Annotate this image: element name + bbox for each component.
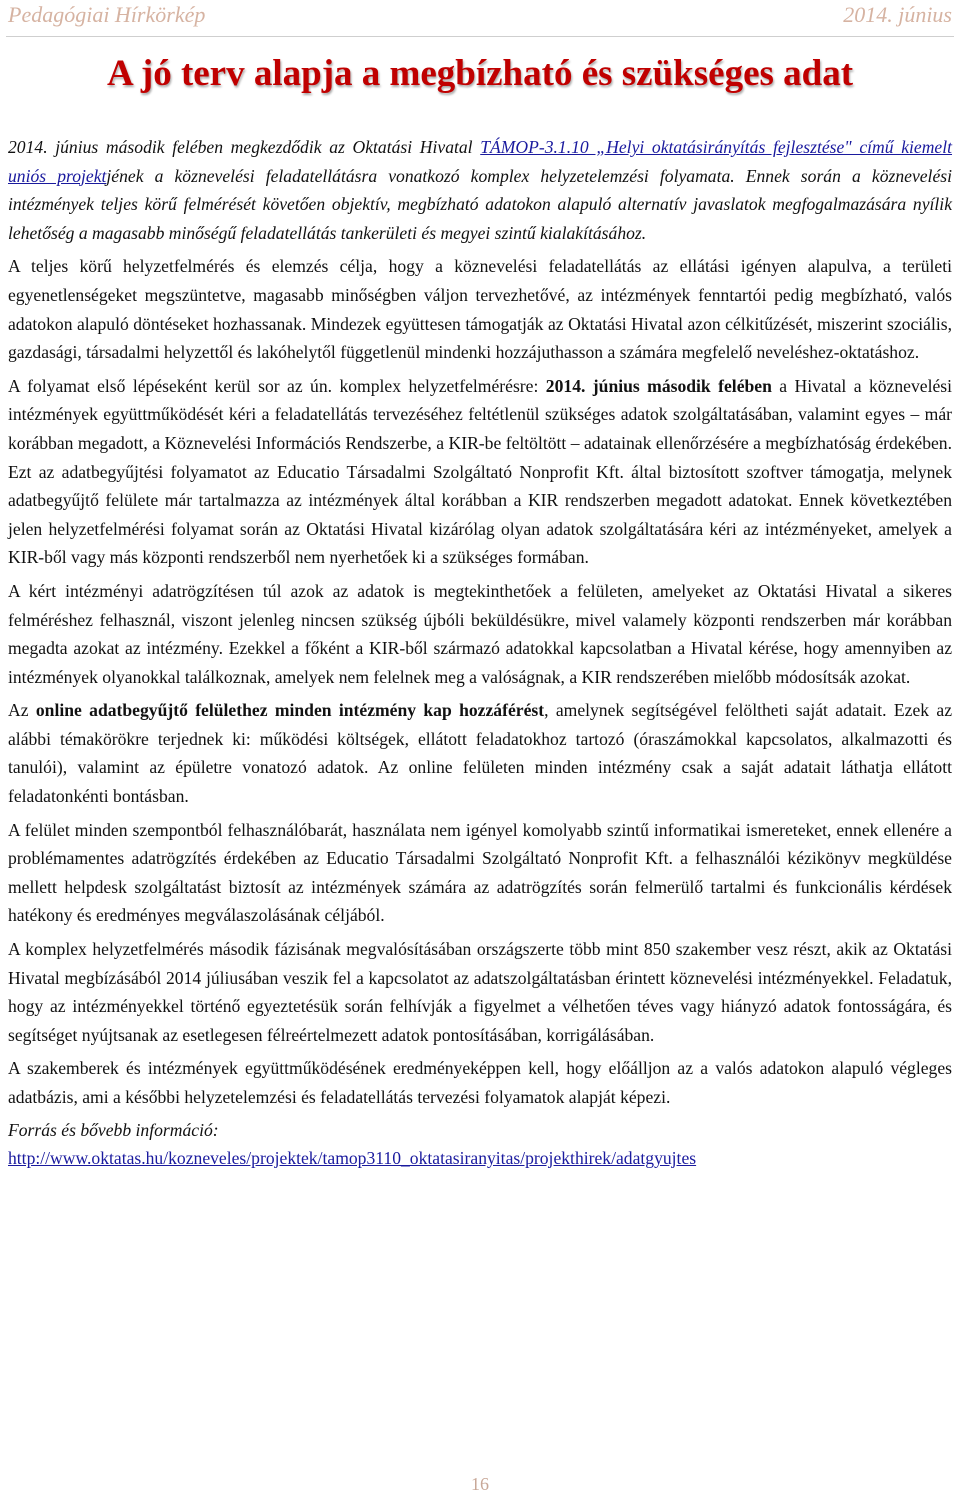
- paragraph-1: A teljes körű helyzetfelmérés és elemzés célja, hogy a köznevelési feladatellátás az ellátási igényen alapulva, a területi egyenetlenségeket megszüntetve, magasabb minőségben váljon tervezhetővé, az intézmények fenntartói pedig megbízható, valós adatokon alapuló döntéseket hozhassanak. Mindezek együttesen támogatják az Oktatási Hivatal azon célkitűzését, miszerint szociális, gazdasági, társadalmi helyzettől és lakóhelytől függetlenül mindenki hozzájuthasson a számára megfelelő neveléshez-oktatáshoz.: [8, 256, 952, 363]
- intro-paragraph: [8, 133, 952, 247]
- paragraph-3: A kért intézményi adatrögzítésen túl azok az adatok is megtekinthetőek a felületen, amelyeket az Oktatási Hivatal a sikeres felméréshez felhasznál, viszont jelenleg nincsen szükség újbóli beküldésükre, mivel valamely központi rendszerben már korábban megadta azokat az intézmény. Ezekkel a főként a KIR-ből származó adatokkal kapcsolatban a Hivatal kérése, hogy amennyiben az intézmények olyanokkal találkoznak, amelyek nem felelnek meg a valóságnak, a KIR rendszerében mielőbb módosítsák azokat.: [8, 580, 952, 687]
- article-body: [8, 133, 952, 1173]
- paragraph-2-end: a Hivatal a köznevelési intézmények együttműködését kéri a feladatellátás tervezéséhez feltétlenül szükséges adatok szolgáltatásában, valamint egyes – már korábban megadott, a Köznevelési Információs Rendszerbe, a KIR-be feltöltött – adatainak ellenőrzésére a megbízhatóság érdekében. Ezt az adatbegyűjtési folyamatot az Educatio Társadalmi Szolgáltató Nonprofit Kft. által biztosított szoftver támogatja, melynek adatbegyűjtő felülete már tartalmazza az intézmények által korábban a KIR rendszerben megadott adatokat. Ennek következtében jelen helyzetfelmérési folyamat során az Oktatási Hivatal kizárólag olyan adatok szolgáltatására kéri az intézményeket, amelyek a KIR-ből vagy más központi rendszerből nem nyerhetőek ki a szükséges formában.: [8, 375, 953, 568]
- paragraph-5: A felület minden szempontból felhasználóbarát, használata nem igényel komolyabb szintű informatikai ismereteket, ennek ellenére a problémamentes adatrögzítés érdekében az Educatio Társadalmi Szolgáltató Nonprofit Kft. a felhasználói kézikönyv megküldése mellett helpdesk szolgáltatást biztosít az intézmények számára az adatrögzítés során felmerülő tartalmi és funkcionális kérdések hatékony és eredményes megválaszolásának céljából.: [8, 819, 952, 926]
- paragraph-2: [8, 372, 952, 572]
- paragraph-4-bold: online adatbegyűjtő felülethez minden intézmény kap hozzáférést: [35, 700, 545, 721]
- article-title: A jó terv alapja a megbízható és szükséges adat: [106, 53, 854, 94]
- paragraph-2-bold: 2014. június második felében: [545, 375, 772, 396]
- source-title: Forrás és bővebb információ:: [8, 1119, 219, 1140]
- publication-name: Pedagógiai Hírkörkép: [8, 2, 206, 27]
- paragraph-2-start: A folyamat első lépéseként kerül sor az ún. komplex helyzetfelmérésre:: [8, 375, 546, 396]
- paragraph-6: A komplex helyzetfelmérés második fázisának megvalósításában országszerte több mint 850 szakember vesz részt, akik az Oktatási Hivatal megbízásából 2014 júliusában veszik fel a kapcsolatot az adatszolgáltatásban érintett köznevelési intézményekkel. Feladatuk, hogy az intézményekkel történő egyeztetésük során felhívják a figyelmet a vélhetően téves vagy hiányzó adatok fontosságára, és segítséget nyújtsanak az esetlegesen félreértelmezett adatok pontosításában, korrigálásában.: [8, 939, 952, 1045]
- source-link[interactable]: http://www.oktatas.hu/kozneveles/projektek/tamop3110_oktatasiranyitas/projekthirek/adatgyujtes: [8, 1148, 697, 1169]
- page-number: 16: [471, 1474, 489, 1494]
- paragraph-4-end: , amelynek segítségével felöltheti saját adatait. Ezek az alábbi témakörökre terjednek ki: működési költségek, ellátott feladatokhoz tartozó (óraszámokkal kapcsolatos, alkalmazotti és tanulói), valamint az épületre vonatozó adatok. Az online felületen minden intézmény csak a saját adatait láthatja ellátott feladatonkénti bontásban.: [8, 700, 953, 807]
- paragraph-4: [8, 696, 952, 810]
- project-link[interactable]: TÁMOP-3.1.10 „Helyi oktatásirányítás fejlesztése" című kiemelt uniós projekt: [8, 137, 953, 186]
- issue-date: 2014. június: [843, 2, 952, 27]
- header-divider: [6, 36, 954, 37]
- intro-text-start: 2014. június második felében megkezdődik az Oktatási Hivatal: [8, 137, 481, 157]
- paragraph-7: A szakemberek és intézmények együttműködésének eredményeképpen kell, hogy előálljon az a valós adatokon alapuló végleges adatbázis, ami a későbbi helyzetelemzési és feladatellátás tervezési folyamatok alapját képezi.: [8, 1058, 952, 1107]
- paragraph-4-start: Az: [8, 700, 36, 721]
- intro-text-end: jének a köznevelési feladatellátásra vonatkozó komplex helyzetelemzési folyamata. Ennek során a köznevelési intézmények teljes körű felmérését követően objektív, megbízható adatokon alapuló alternatív javaslatok megfogalmazására nyílik lehetőség a magasabb minőségű feladatellátás tankerületi és megyei szintű kialakításához.: [8, 165, 952, 243]
